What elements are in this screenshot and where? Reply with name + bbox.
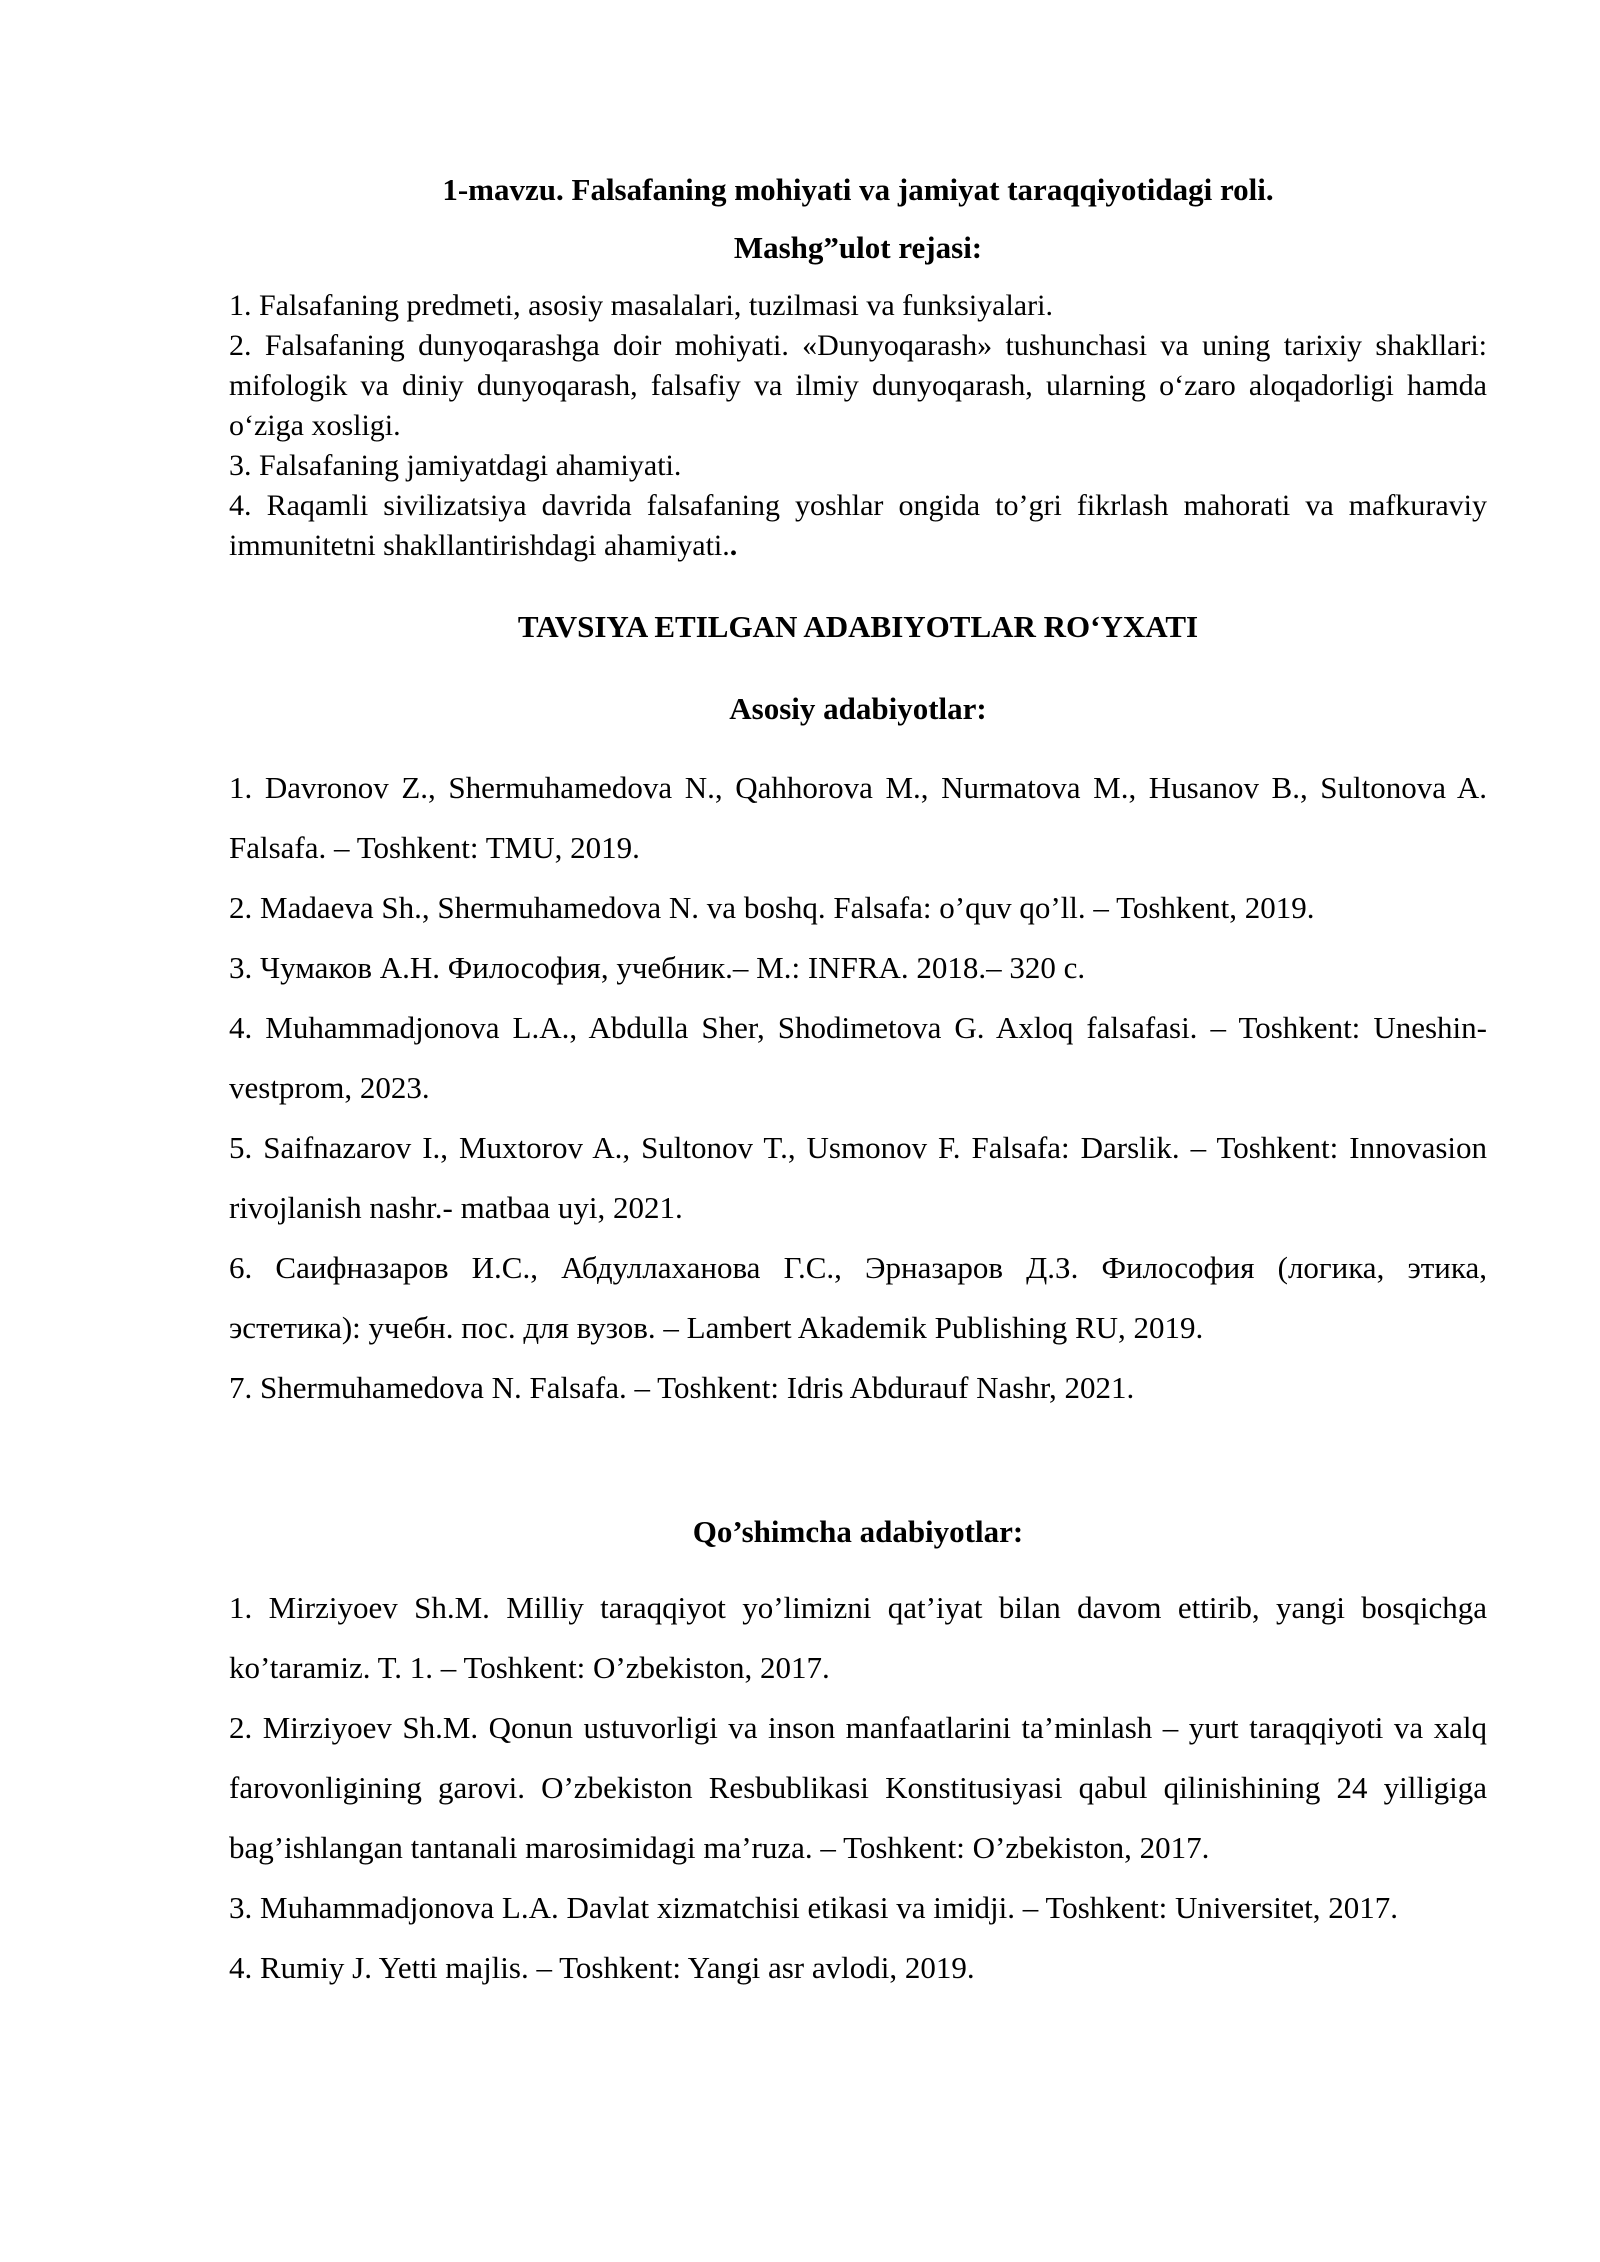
reference-item: 7. Shermuhamedova N. Falsafa. – Toshkent: Idris Abdurauf Nashr, 2021. xyxy=(229,1370,1135,1405)
plan-item: 1. Falsafaning predmeti, asosiy masalalari, tuzilmasi va funksiyalari. xyxy=(229,289,1053,322)
plan-title: Mashg”ulot rejasi: xyxy=(733,230,983,265)
main-literature-list xyxy=(229,758,1487,1418)
literature-title: TAVSIYA ETILGAN ADABIYOTLAR RO‘YXATI xyxy=(517,609,1199,644)
plan-item-period: . xyxy=(729,529,738,562)
reference-item: 3. Muhammadjonova L.A. Davlat xizmatchisi etikasi va imidji. – Toshkent: Universitet, 2017. xyxy=(229,1890,1399,1925)
plan-item xyxy=(229,486,1487,566)
main-literature-title: Asosiy adabiyotlar: xyxy=(729,691,987,726)
topic-title: 1-mavzu. Falsafaning mohiyati va jamiyat taraqqiyotidagi roli. xyxy=(442,172,1274,207)
reference-item: 1. Mirziyoev Sh.M. Milliy taraqqiyot yo’limizni qat’iyat bilan davom ettirib, yangi bosqichga ko’taramiz. T. 1. – Toshkent: O’zbekiston, 2017. xyxy=(229,1590,1487,1685)
reference-item: 4. Muhammadjonova L.A., Abdulla Sher, Shodimetova G. Axloq falsafasi. – Toshkent: Uneshin- vestprom, 2023. xyxy=(229,1010,1487,1105)
extra-literature-list xyxy=(229,1578,1487,1998)
reference-item: 2. Madaeva Sh., Shermuhamedova N. va boshq. Falsafa: o’quv qo’ll. – Toshkent, 2019. xyxy=(229,890,1315,925)
reference-item: 5. Saifnazarov I., Muxtorov A., Sultonov T., Usmonov F. Falsafa: Darslik. – Toshkent: Innovasion rivojlanish nashr.- matbaa uyi, 2021. xyxy=(229,1130,1487,1225)
reference-item: 6. Саифназаров И.С., Абдуллаханова Г.С., Эрназаров Д.З. Философия (логика, этика, эстетика): учебн. пос. для вузов. – Lambert Akademik Publishing RU, 2019. xyxy=(229,1250,1487,1345)
plan-item-text: 4. Raqamli sivilizatsiya davrida falsafaning yoshlar ongida to’gri fikrlash mahorati va mafkuraviy immunitetni shakllantirishdagi ahamiyati. xyxy=(229,489,1487,562)
plan-list xyxy=(229,286,1487,566)
reference-item: 4. Rumiy J. Yetti majlis. – Toshkent: Yangi asr avlodi, 2019. xyxy=(229,1950,975,1985)
extra-literature-title: Qo’shimcha adabiyotlar: xyxy=(692,1514,1024,1549)
reference-item: 2. Mirziyoev Sh.M. Qonun ustuvorligi va inson manfaatlarini ta’minlash – yurt taraqqiyoti va xalq farovonligining garovi. O’zbekiston Resbublikasi Konstitusiyasi qabul qilinishining 24 yilligiga bag’ishlangan tantanali marosimidagi ma’ruza. – Toshkent: O’zbekiston, 2017. xyxy=(229,1710,1487,1865)
reference-item: 3. Чумаков А.Н. Философия, учебник.– М.: INFRA. 2018.– 320 с. xyxy=(229,950,1086,985)
plan-item: 2. Falsafaning dunyoqarashga doir mohiyati. «Dunyoqarash» tushunchasi va uning tarixiy shakllari: mifologik va diniy dunyoqarash, falsafiy va ilmiy dunyoqarash, ularning o‘zaro aloqadorligi hamda o‘ziga xosligi. xyxy=(229,329,1487,442)
reference-item: 1. Davronov Z., Shermuhamedova N., Qahhorova M., Nurmatova M., Husanov B., Sultonova A. Falsafa. – Toshkent: TMU, 2019. xyxy=(229,770,1487,865)
plan-item: 3. Falsafaning jamiyatdagi ahamiyati. xyxy=(229,449,682,482)
